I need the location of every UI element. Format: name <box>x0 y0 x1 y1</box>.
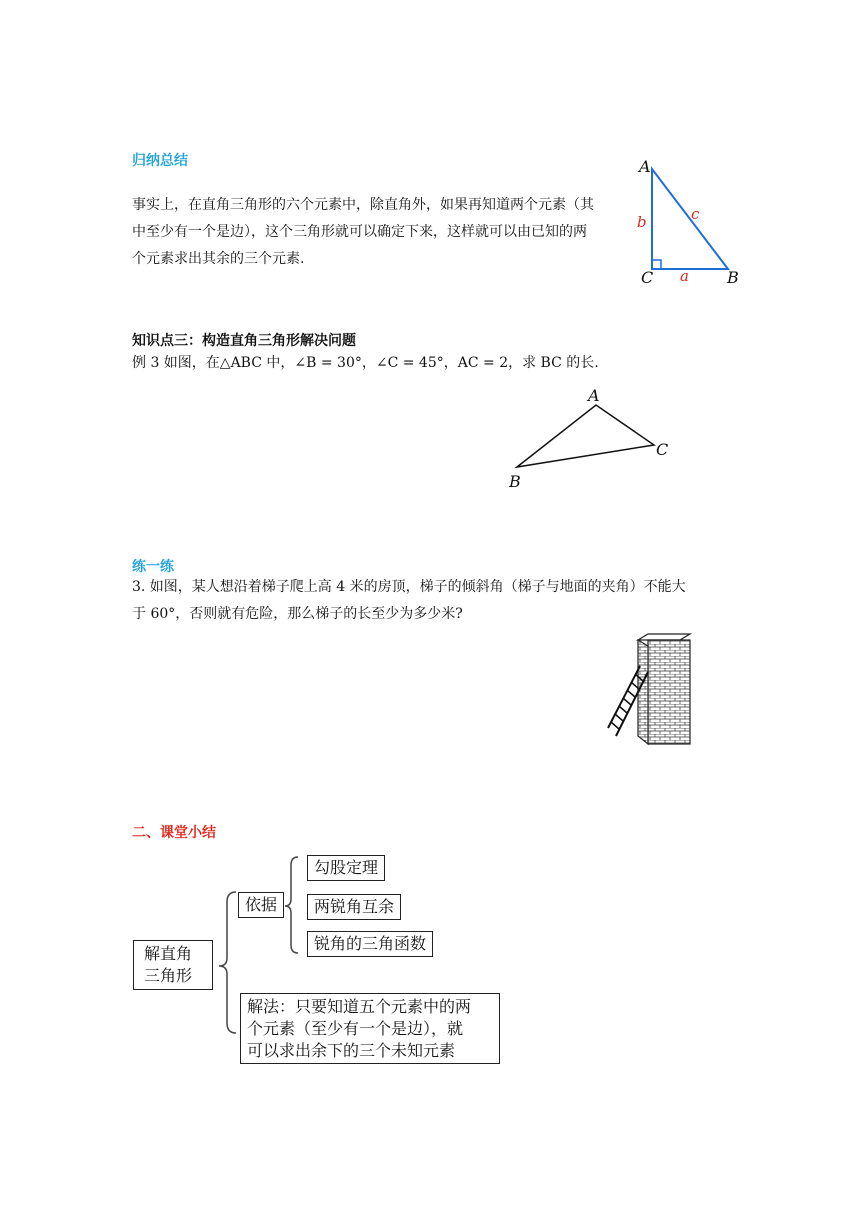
practice-heading: 练一练 <box>132 559 174 575</box>
side-a-label: a <box>680 267 689 285</box>
method-line-1: 解法：只要知道五个元素中的两 <box>247 997 472 1016</box>
basis-item-trig: 锐角的三角函数 <box>307 931 433 957</box>
method-line-3: 可以求出余下的三个未知元素 <box>247 1041 456 1060</box>
triangle-vertex-b: B <box>509 472 521 491</box>
class-summary-heading: 二、课堂小结 <box>132 825 216 841</box>
brace-root <box>219 892 236 1033</box>
knowledge3-heading: 知识点三：构造直角三角形解决问题 <box>132 333 356 349</box>
method-box <box>240 993 500 1064</box>
example3-text: 例 3 如图，在△ABC 中，∠B = 30°，∠C = 45°，AC = 2，求 BC 的长. <box>132 355 599 371</box>
root-box <box>133 940 213 990</box>
basis-item-complementary: 两锐角互余 <box>307 894 401 920</box>
summary-line-1: 事实上，在直角三角形的六个元素中，除直角外，如果再知道两个元素（其 <box>132 197 594 213</box>
root-line-2: 三角形 <box>144 966 193 985</box>
triangle-vertex-c: C <box>656 440 669 459</box>
practice-line-1: 3. 如图，某人想沿着梯子爬上高 4 米的房顶，梯子的倾斜角（梯子与地面的夹角）不能大 <box>132 579 686 595</box>
summary-line-3: 个元素求出其余的三个元素. <box>132 251 305 267</box>
method-line-2: 个元素（至少有一个是边），就 <box>247 1019 464 1038</box>
vertex-a-label: A <box>639 157 651 176</box>
side-c-label: c <box>691 205 700 223</box>
triangle-vertex-a: A <box>588 386 600 405</box>
vertex-b-label: B <box>727 268 739 287</box>
vertex-c-label: C <box>641 268 654 287</box>
summary-line-2: 中至少有一个是边），这个三角形就可以确定下来，这样就可以由已知的两 <box>132 224 587 240</box>
summary-heading: 归纳总结 <box>132 153 188 169</box>
basis-box: 依据 <box>238 892 284 918</box>
basis-item-pythagorean: 勾股定理 <box>307 855 385 881</box>
practice-line-2: 于 60°，否则就有危险，那么梯子的长至少为多少米? <box>132 606 463 622</box>
side-b-label: b <box>637 213 647 231</box>
brace-basis <box>285 857 298 953</box>
root-line-1: 解直角 <box>144 944 193 963</box>
